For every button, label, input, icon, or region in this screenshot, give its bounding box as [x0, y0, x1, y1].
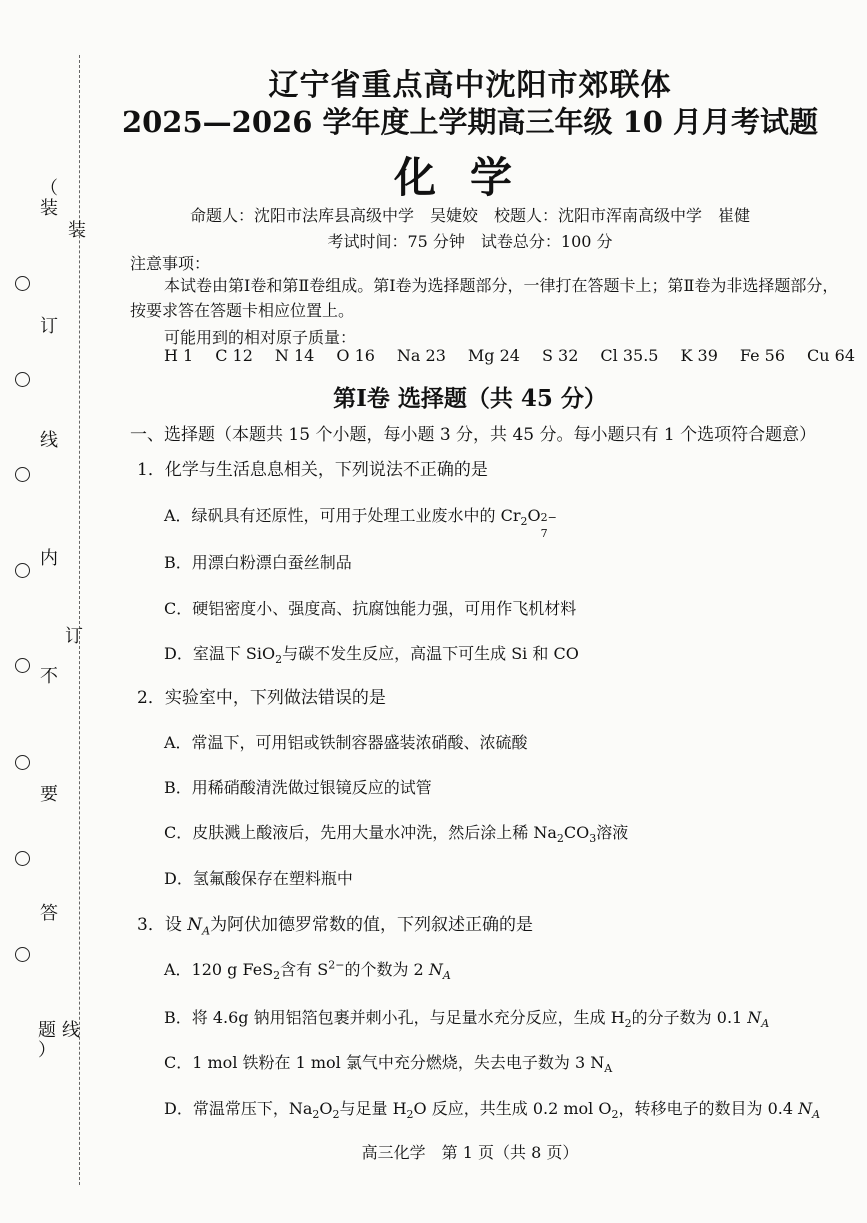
exam-title-line2: 2025—2026 学年度上学期高三年级 10 月月考试题: [121, 105, 819, 139]
question-2-option-c: C．皮肤溅上酸液后，先用大量水冲洗，然后涂上稀 $Na_2CO_3$溶液: [164, 823, 629, 846]
notice-title: 注意事项：: [130, 254, 211, 273]
atomic-mass-item: Fe 56: [739, 346, 786, 365]
binding-char: 线: [62, 1020, 80, 1041]
binding-char: （: [40, 178, 58, 199]
question-1-option-d: D．室温下 SiO$_2$与碳不发生反应，高温下可生成 Si 和 CO: [164, 644, 579, 667]
question-2-option-b: B．用稀硝酸清洗做过银镜反应的试管: [164, 778, 432, 797]
authors-line: 命题人：沈阳市法库县高级中学 吴婕姣 校题人：沈阳市浑南高级中学 崔健: [189, 206, 750, 225]
atomic-mass-item: N 14: [274, 346, 315, 365]
question-2-stem: 2．实验室中，下列做法错误的是: [137, 688, 386, 708]
question-3-option-c: C．1 mol 铁粉在 1 mol 氯气中充分燃烧，失去电子数为 3 $N_A$: [164, 1053, 613, 1076]
atomic-mass-label: 可能用到的相对原子质量：: [164, 328, 357, 347]
binding-char: 装: [68, 220, 86, 241]
question-1-option-a: A．绿矾具有还原性，可用于处理工业废水中的 $Cr_2O$ 2− 7: [164, 506, 557, 540]
notice-text: 本试卷由第Ⅰ卷和第Ⅱ卷组成。第Ⅰ卷为选择题部分，一律打在答题卡上；第Ⅱ卷为非选择题部分，按要求答在答题卡相应位置上。: [130, 276, 839, 320]
binding-circle-icon: [15, 467, 30, 482]
part-title: 一、选择题（本题共 15 个小题，每小题 3 分，共 45 分。每小题只有 1 个选项符合题意）: [130, 425, 817, 445]
atomic-mass-item: H 1: [164, 346, 194, 365]
question-1-stem: 1．化学与生活息息相关，下列说法不正确的是: [137, 460, 488, 480]
question-3-option-b: B．将 4.6g 钠用铝箔包裹并刺小孔，与足量水充分反应，生成 $H_2$的分子数为 0.1 $N_A$: [164, 1008, 770, 1031]
exam-title-line1: 辽宁省重点高中沈阳市郊联体: [268, 68, 672, 103]
question-1-option-c: C．硬铝密度小、强度高、抗腐蚀能力强，可用作飞机材料: [164, 599, 577, 618]
question-3-option-d: D．常温常压下，$Na_2O_2$与足量 $H_2O$ 反应，共生成 0.2 mol $O_2$，转移电子的数目为 0.4 $N_A$: [164, 1099, 821, 1122]
time-info: 考试时间：75 分钟 试卷总分：100 分: [327, 232, 613, 251]
binding-circle-icon: [15, 947, 30, 962]
binding-char: 不: [40, 666, 58, 687]
binding-char: 要: [40, 784, 58, 805]
binding-char: ）: [38, 1040, 56, 1061]
question-3-stem: 3．设 $N_A$为阿伏加德罗常数的值，下列叙述正确的是: [137, 915, 534, 938]
atomic-mass-item: C 12: [215, 346, 253, 365]
binding-char: 答: [40, 903, 58, 924]
subject-title: 化学: [393, 153, 546, 202]
binding-circle-icon: [15, 658, 30, 673]
atomic-mass-item: Na 23: [396, 346, 446, 365]
question-2-option-d: D．氢氟酸保存在塑料瓶中: [164, 869, 353, 888]
binding-char: 题: [38, 1020, 56, 1041]
binding-char: 线: [40, 430, 58, 451]
binding-char: 装: [40, 198, 58, 219]
atomic-mass-list: [164, 346, 867, 365]
atomic-mass-item: S 32: [541, 346, 579, 365]
question-3-option-a: A．120 g FeS$_2$含有 $S^{2-}$的个数为 2 $N_A$: [164, 958, 451, 983]
atomic-mass-item: Cu 64: [807, 346, 856, 365]
atomic-mass-item: Mg 24: [467, 346, 520, 365]
binding-char: 内: [40, 548, 58, 569]
binding-circle-icon: [15, 755, 30, 770]
page-footer: 高三化学 第 1 页（共 8 页）: [361, 1143, 579, 1162]
binding-char: 订: [40, 316, 58, 337]
atomic-mass-item: O 16: [336, 346, 375, 365]
binding-circle-icon: [15, 276, 30, 291]
binding-circle-icon: [15, 851, 30, 866]
question-1-option-b: B．用漂白粉漂白蚕丝制品: [164, 553, 352, 572]
binding-char: 订: [65, 626, 83, 647]
atomic-mass-item: K 39: [680, 346, 718, 365]
question-2-option-a: A．常温下，可用铝或铁制容器盛装浓硝酸、浓硫酸: [164, 733, 528, 752]
section-title: 第Ⅰ卷 选择题（共 45 分）: [333, 385, 607, 412]
atomic-mass-item: Cl 35.5: [600, 346, 659, 365]
binding-circle-icon: [15, 563, 30, 578]
